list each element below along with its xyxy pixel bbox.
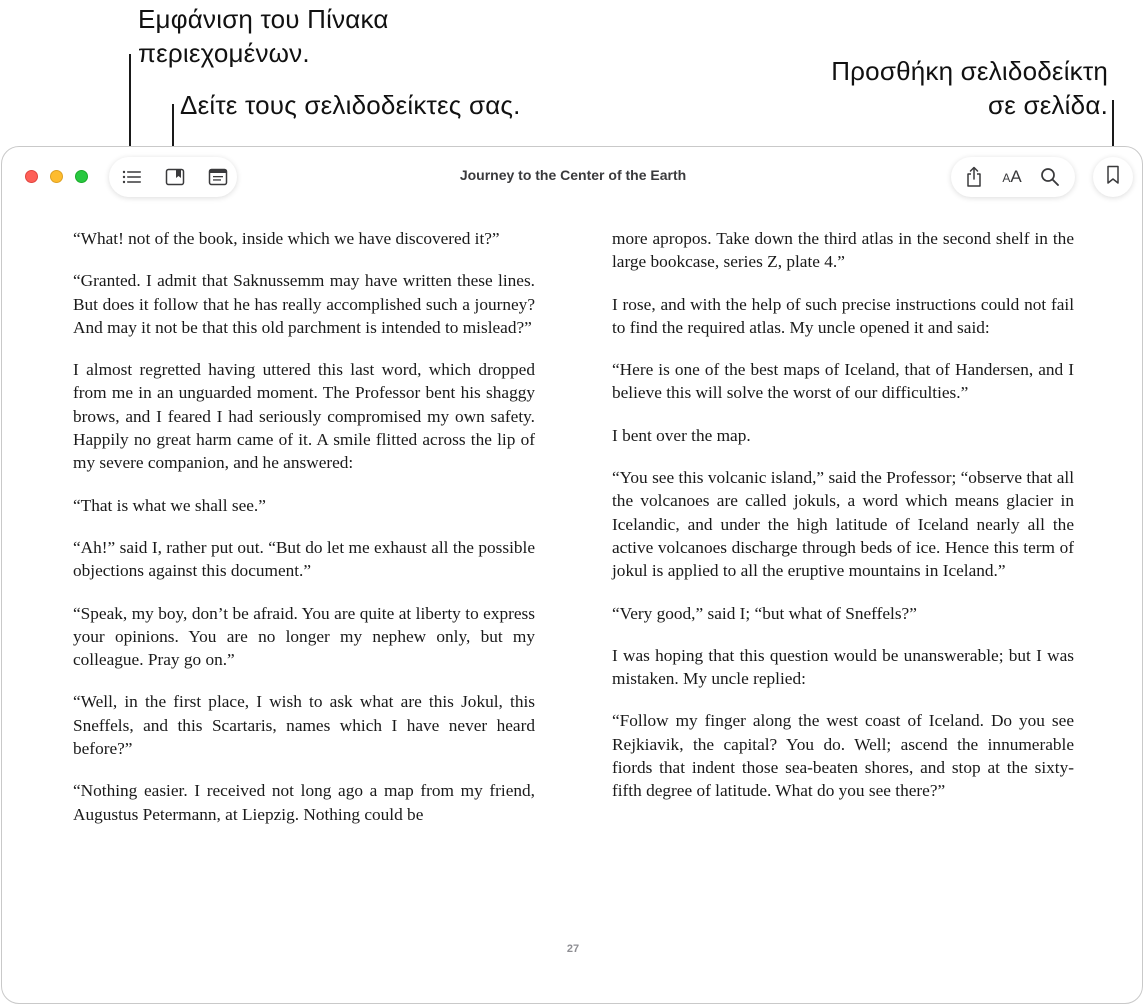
callout-toc-line-2: περιεχομένων. [138,38,310,68]
paragraph: “That is what we shall see.” [73,495,266,515]
bookmark-icon [1106,165,1120,190]
paragraph: “Very good,” said I; “but what of Sneffels?” [612,603,917,623]
paragraph: “What! not of the book, inside which we have discovered it?” [73,229,500,248]
paragraph: I almost regretted having uttered this last word, which dropped from me in an unguarded moment. The Professor bent his shaggy brows, and I feared I had seriously compromised my own safety. Happily no great harm came of it. A smile flitted across the lip of my severe companion, and he answered: [73,360,535,473]
toolbar-right-group [951,157,1075,197]
text-size-button[interactable] [997,166,1027,188]
text-size-small-label: A [1002,170,1011,185]
paragraph: I rose, and with the help of such precise instructions could not fail to find the required atlas. My uncle opened it and said: [612,294,1074,337]
callout-bookmarks: Δείτε τους σελιδοδείκτες σας. [180,90,521,120]
text-size-large-label: A [1010,166,1022,186]
paragraph: “Granted. I admit that Saknussemm may have written these lines. But does it follow that he has really accomplished such a journey? And may it not be that this old parchment is intended to mislead?” [73,271,535,337]
page-number: 27 [566,943,580,955]
share-icon [965,166,983,188]
callout-toc-line-1: Εμφάνιση του Πίνακα [138,4,389,34]
paragraph: “Speak, my boy, don’t be afraid. You are quite at liberty to express your opinions. You are no longer my nephew only, but my colleague. Pray go on.” [73,603,535,670]
text-size-icon [1002,166,1021,189]
search-icon [1040,167,1060,187]
paragraph: “Well, in the first place, I wish to ask what are this Jokul, this Sneffels, and this Scartaris, names which I have never heard before?” [73,692,535,759]
window-title: Journey to the Center of the Earth [459,167,687,183]
paragraph: more apropos. Take down the third atlas in the second shelf in the large bookcase, series Z, plate 4.” [612,229,1074,272]
share-button[interactable] [963,166,985,188]
paragraph: I was hoping that this question would be unanswerable; but I was mistaken. My uncle replied: [612,645,1074,689]
callout-table-of-contents [138,2,458,70]
add-bookmark-button[interactable] [1093,157,1133,197]
page-right-text [612,227,1074,822]
callout-add-bookmark [831,54,1108,122]
callout-add-line-2: σε σελίδα. [987,90,1108,120]
page-left-text [73,227,535,845]
paragraph: “You see this volcanic island,” said the Professor; “observe that all the volcanoes are called jokuls, a word which means glacier in Icelandic, and under the high latitude of Iceland nearly all the active volcanoes discharge through beds of ice. Hence this term of jokul is applied to all the eruptive mountains in Iceland.” [612,468,1074,581]
paragraph: I bent over the map. [612,425,751,445]
callout-add-line-1: Προσθήκη σελιδοδείκτη [831,56,1108,86]
paragraph: “Here is one of the best maps of Iceland, that of Handersen, and I believe this will solve the worst of our difficulties.” [612,360,1074,403]
paragraph: “Ah!” said I, rather put out. “But do let me exhaust all the possible objections against this document.” [73,537,535,581]
paragraph: “Follow my finger along the west coast of Iceland. Do you see Rejkiavik, the capital? You do. Well; ascend the innumerable fiords that indent those sea-beaten shores, and stop at the sixty-fifth degree of latitude. What do you see there?” [612,711,1074,801]
books-window [1,146,1143,1004]
paragraph: “Nothing easier. I received not long ago a map from my friend, Augustus Petermann, at Liepzig. Nothing could be [73,781,535,824]
search-button[interactable] [1039,166,1061,188]
